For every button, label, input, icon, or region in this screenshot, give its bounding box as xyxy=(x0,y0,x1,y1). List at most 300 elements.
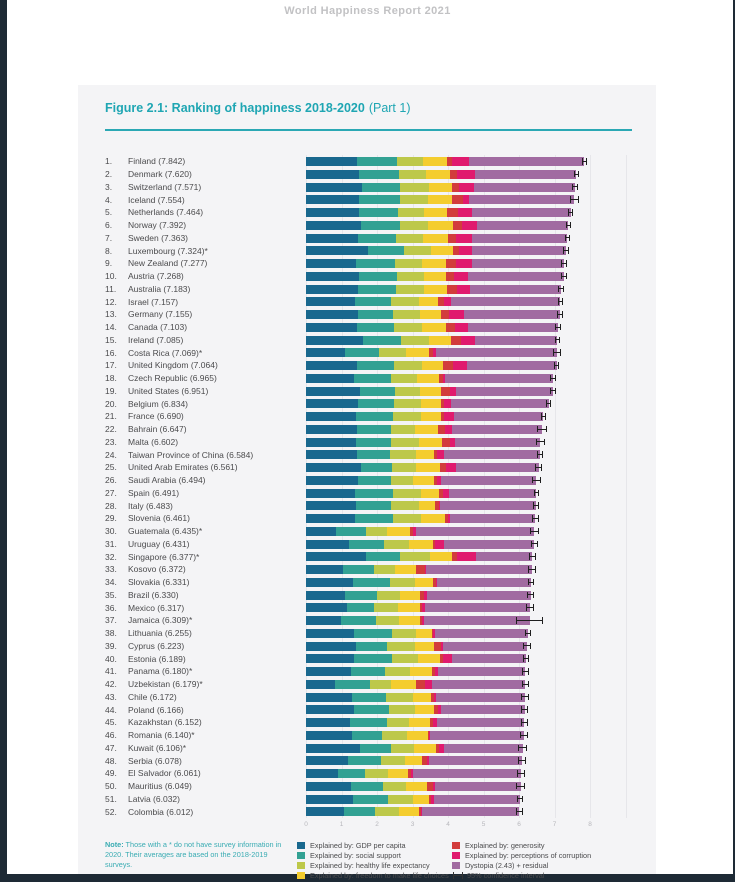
stacked-bar xyxy=(306,680,525,689)
bar-segment-health xyxy=(391,425,415,434)
bar-segment-corruption xyxy=(456,234,472,243)
bar-segment-social xyxy=(359,195,401,204)
chart-row xyxy=(105,780,632,793)
rank-label: 28. xyxy=(105,500,117,511)
country-label: Panama (6.180)* xyxy=(128,666,193,677)
ci-whisker xyxy=(565,235,571,242)
bar-segment-dystopia xyxy=(449,489,537,498)
ci-whisker xyxy=(517,796,523,803)
bar-segment-social xyxy=(357,157,396,166)
bar-segment-health xyxy=(393,412,421,421)
bar-segment-social xyxy=(355,297,391,306)
bar-segment-social xyxy=(350,718,387,727)
ci-whisker xyxy=(553,349,561,356)
footnote-label: Note: xyxy=(105,840,124,849)
bar-track xyxy=(306,691,632,704)
bar-segment-gdp xyxy=(306,170,359,179)
chart-row xyxy=(105,410,632,423)
bar-segment-dystopia xyxy=(444,744,523,753)
bar-segment-dystopia xyxy=(435,629,528,638)
bar-segment-gdp xyxy=(306,565,343,574)
ci-whisker xyxy=(546,400,552,407)
bar-segment-dystopia xyxy=(436,693,525,702)
bar-segment-corruption xyxy=(452,157,469,166)
rank-label: 39. xyxy=(105,640,117,651)
bar-segment-freedom xyxy=(413,476,434,485)
stacked-bar xyxy=(306,170,576,179)
bar-segment-social xyxy=(354,629,392,638)
bar-track xyxy=(306,155,632,168)
chart-row xyxy=(105,219,632,232)
bar-segment-freedom xyxy=(416,463,440,472)
chart-row xyxy=(105,678,632,691)
country-label: Estonia (6.189) xyxy=(128,653,186,664)
chart-row xyxy=(105,193,632,206)
bar-segment-gdp xyxy=(306,259,356,268)
chart-row xyxy=(105,512,632,525)
country-label: Mexico (6.317) xyxy=(128,602,185,613)
rank-label: 5. xyxy=(105,207,113,218)
legend-swatch-dystopia xyxy=(452,862,460,869)
chart-row xyxy=(105,627,632,640)
bar-segment-dystopia xyxy=(429,756,522,765)
chart-row xyxy=(105,474,632,487)
bar-segment-dystopia xyxy=(441,705,525,714)
stacked-bar xyxy=(306,336,557,345)
bar-segment-dystopia xyxy=(472,259,565,268)
bar-segment-dystopia xyxy=(456,387,553,396)
stacked-bar xyxy=(306,323,558,332)
bar-segment-dystopia xyxy=(470,285,561,294)
bar-track xyxy=(306,614,632,627)
bar-segment-gdp xyxy=(306,476,358,485)
bar-segment-freedom xyxy=(395,565,417,574)
bar-segment-freedom xyxy=(424,208,447,217)
country-label: Netherlands (7.464) xyxy=(128,207,204,218)
rank-label: 24. xyxy=(105,449,117,460)
bar-segment-gdp xyxy=(306,450,357,459)
bar-track xyxy=(306,767,632,780)
ci-whisker xyxy=(535,464,542,471)
chart-row xyxy=(105,244,632,257)
bar-segment-gdp xyxy=(306,387,360,396)
ci-whisker xyxy=(522,681,529,688)
bar-segment-gdp xyxy=(306,157,357,166)
bar-segment-health xyxy=(404,246,431,255)
bar-segment-dystopia xyxy=(441,476,536,485)
bar-segment-generosity xyxy=(442,438,450,447)
bar-segment-social xyxy=(356,438,392,447)
rank-label: 52. xyxy=(105,806,117,817)
country-label: Canada (7.103) xyxy=(128,322,188,333)
bar-segment-health xyxy=(387,642,415,651)
bar-segment-generosity xyxy=(441,387,450,396)
bar-segment-gdp xyxy=(306,731,352,740)
rank-label: 34. xyxy=(105,577,117,588)
bar-segment-social xyxy=(338,769,365,778)
chart-row xyxy=(105,372,632,385)
ci-whisker xyxy=(522,668,529,675)
chart-rows xyxy=(105,155,632,818)
ci-whisker xyxy=(582,158,586,165)
bar-track xyxy=(306,665,632,678)
chart-row xyxy=(105,563,632,576)
bar-segment-health xyxy=(391,297,419,306)
bar-segment-gdp xyxy=(306,705,354,714)
bar-segment-health xyxy=(398,208,425,217)
chart-row xyxy=(105,321,632,334)
bar-segment-social xyxy=(357,425,391,434)
rank-label: 26. xyxy=(105,475,117,486)
chart-row xyxy=(105,729,632,742)
bar-segment-dystopia xyxy=(455,438,540,447)
bar-segment-freedom xyxy=(428,195,453,204)
bar-segment-gdp xyxy=(306,795,353,804)
legend-swatch-corruption xyxy=(452,852,460,859)
chart-row xyxy=(105,423,632,436)
bar-segment-gdp xyxy=(306,208,359,217)
bar-segment-gdp xyxy=(306,297,355,306)
bar-track xyxy=(306,512,632,525)
rank-label: 13. xyxy=(105,309,117,320)
rank-label: 38. xyxy=(105,628,117,639)
title-divider xyxy=(105,129,632,131)
stacked-bar xyxy=(306,769,521,778)
bar-track xyxy=(306,703,632,716)
bar-segment-freedom xyxy=(398,603,420,612)
bar-segment-gdp xyxy=(306,374,354,383)
bar-segment-dystopia xyxy=(424,616,530,625)
chart-row xyxy=(105,155,632,168)
country-label: New Zealand (7.277) xyxy=(128,258,208,269)
rank-label: 7. xyxy=(105,232,113,243)
bar-segment-health xyxy=(374,565,395,574)
bar-track xyxy=(306,448,632,461)
chart-row xyxy=(105,308,632,321)
stacked-bar xyxy=(306,616,530,625)
bar-track xyxy=(306,525,632,538)
bar-segment-gdp xyxy=(306,616,341,625)
bar-track xyxy=(306,181,632,194)
rank-label: 27. xyxy=(105,487,117,498)
chart-row xyxy=(105,805,632,818)
legend-label: Dystopia (2.43) + residual xyxy=(465,860,549,870)
rank-label: 40. xyxy=(105,653,117,664)
bar-segment-health xyxy=(391,374,417,383)
bar-segment-dystopia xyxy=(476,552,532,561)
bar-segment-dystopia xyxy=(437,718,525,727)
chart-row xyxy=(105,168,632,181)
ci-whisker xyxy=(550,388,556,395)
bar-segment-dystopia xyxy=(475,336,557,345)
bar-segment-corruption xyxy=(457,285,470,294)
bar-segment-social xyxy=(359,170,398,179)
stacked-bar xyxy=(306,348,557,357)
bar-segment-dystopia xyxy=(472,234,567,243)
bar-segment-dystopia xyxy=(464,310,560,319)
bar-segment-dystopia xyxy=(475,170,577,179)
bar-segment-freedom xyxy=(406,782,427,791)
bar-segment-dystopia xyxy=(469,195,574,204)
rank-label: 42. xyxy=(105,679,117,690)
bar-track xyxy=(306,257,632,270)
legend-label: 95% confidence interval xyxy=(467,870,545,880)
ci-whisker xyxy=(521,694,529,701)
rank-label: 29. xyxy=(105,513,117,524)
bar-segment-health xyxy=(400,221,428,230)
bar-segment-gdp xyxy=(306,782,351,791)
bar-segment-freedom xyxy=(416,629,432,638)
chart-row xyxy=(105,652,632,665)
bar-segment-corruption xyxy=(425,680,432,689)
bar-segment-health xyxy=(365,769,388,778)
bar-segment-social xyxy=(349,540,384,549)
country-label: Switzerland (7.571) xyxy=(128,181,202,192)
rank-label: 8. xyxy=(105,245,113,256)
bar-segment-health xyxy=(377,591,400,600)
bar-segment-freedom xyxy=(415,425,439,434)
bar-track xyxy=(306,793,632,806)
bar-segment-dystopia xyxy=(413,769,521,778)
bar-segment-dystopia xyxy=(477,221,569,230)
footnote xyxy=(105,840,287,870)
tick-label: 8 xyxy=(588,821,592,828)
stacked-bar xyxy=(306,450,540,459)
bar-segment-health xyxy=(392,654,418,663)
bar-segment-freedom xyxy=(391,680,417,689)
country-label: Iceland (7.554) xyxy=(128,194,185,205)
bar-segment-freedom xyxy=(416,450,433,459)
stacked-bar xyxy=(306,527,534,536)
rank-label: 47. xyxy=(105,742,117,753)
rank-label: 3. xyxy=(105,181,113,192)
bar-segment-freedom xyxy=(415,642,434,651)
rank-label: 9. xyxy=(105,258,113,269)
bar-segment-health xyxy=(388,795,413,804)
ci-whisker xyxy=(574,171,579,178)
bar-segment-generosity xyxy=(446,323,455,332)
bar-segment-freedom xyxy=(421,412,441,421)
bar-segment-gdp xyxy=(306,399,358,408)
bar-segment-health xyxy=(395,387,420,396)
stacked-bar xyxy=(306,246,566,255)
bar-segment-health xyxy=(374,603,398,612)
bar-track xyxy=(306,206,632,219)
rank-label: 22. xyxy=(105,424,117,435)
stacked-bar xyxy=(306,693,525,702)
country-label: Belgium (6.834) xyxy=(128,398,189,409)
bar-segment-social xyxy=(360,387,395,396)
bar-segment-gdp xyxy=(306,310,358,319)
rank-label: 45. xyxy=(105,717,117,728)
bar-track xyxy=(306,576,632,589)
stacked-bar xyxy=(306,501,536,510)
rank-label: 16. xyxy=(105,347,117,358)
chart-row xyxy=(105,232,632,245)
stacked-bar xyxy=(306,782,521,791)
bar-segment-dystopia xyxy=(444,450,540,459)
country-label: Jamaica (6.309)* xyxy=(128,615,193,626)
bar-segment-health xyxy=(382,731,407,740)
ci-whisker xyxy=(570,196,579,203)
bar-segment-gdp xyxy=(306,654,354,663)
legend-item xyxy=(297,850,449,860)
bar-segment-generosity xyxy=(451,336,460,345)
bar-segment-dystopia xyxy=(430,731,524,740)
stacked-bar xyxy=(306,489,536,498)
bar-track xyxy=(306,589,632,602)
tick-label: 7 xyxy=(552,821,557,828)
stacked-bar xyxy=(306,795,520,804)
legend-label: Explained by: freedom to make life choices xyxy=(310,870,449,880)
bar-segment-social xyxy=(355,514,393,523)
ci-whisker xyxy=(555,324,561,331)
ci-whisker xyxy=(568,209,573,216)
rank-label: 18. xyxy=(105,373,117,384)
bar-segment-social xyxy=(354,654,392,663)
bar-segment-generosity xyxy=(441,310,449,319)
bar-segment-social xyxy=(354,705,389,714)
ci-whisker xyxy=(528,579,534,586)
bar-segment-freedom xyxy=(429,183,452,192)
bar-segment-generosity xyxy=(452,183,459,192)
chart-row xyxy=(105,461,632,474)
chart-row xyxy=(105,703,632,716)
country-label: United Kingdom (7.064) xyxy=(128,360,218,371)
stacked-bar xyxy=(306,578,531,587)
ci-whisker xyxy=(554,362,559,369)
bar-segment-health xyxy=(400,552,430,561)
stacked-bar xyxy=(306,387,553,396)
country-label: Denmark (7.620) xyxy=(128,169,192,180)
bar-track xyxy=(306,780,632,793)
rank-label: 35. xyxy=(105,589,117,600)
bar-segment-corruption xyxy=(459,183,474,192)
ci-whisker xyxy=(557,311,563,318)
legend-swatch-generosity xyxy=(452,842,460,849)
ci-whisker xyxy=(516,808,523,815)
bar-segment-health xyxy=(381,756,405,765)
rank-label: 17. xyxy=(105,360,117,371)
country-label: Italy (6.483) xyxy=(128,500,173,511)
bar-segment-dystopia xyxy=(437,578,531,587)
bar-segment-freedom xyxy=(431,246,454,255)
bar-track xyxy=(306,295,632,308)
bar-segment-gdp xyxy=(306,489,355,498)
bar-segment-gdp xyxy=(306,514,355,523)
ci-whisker xyxy=(541,413,546,420)
bar-segment-health xyxy=(394,323,422,332)
ci-whisker xyxy=(561,260,567,267)
bar-segment-generosity xyxy=(416,680,424,689)
country-label: France (6.690) xyxy=(128,411,184,422)
bar-segment-gdp xyxy=(306,361,357,370)
bar-track xyxy=(306,359,632,372)
bar-segment-health xyxy=(399,170,426,179)
bar-segment-corruption xyxy=(457,170,474,179)
country-label: Kazakhstan (6.152) xyxy=(128,717,202,728)
legend-swatch-freedom xyxy=(297,872,305,879)
bar-segment-freedom xyxy=(419,297,438,306)
bar-segment-social xyxy=(353,578,390,587)
bar-segment-health xyxy=(392,463,416,472)
figure-title xyxy=(105,101,411,115)
country-label: Colombia (6.012) xyxy=(128,806,194,817)
ci-whisker xyxy=(572,184,578,191)
bar-segment-dystopia xyxy=(432,680,526,689)
bar-segment-corruption xyxy=(450,387,457,396)
chart-row xyxy=(105,793,632,806)
bar-segment-gdp xyxy=(306,807,344,816)
country-label: Slovakia (6.331) xyxy=(128,577,190,588)
bar-segment-social xyxy=(356,259,395,268)
country-label: Finland (7.842) xyxy=(128,156,186,167)
rank-label: 15. xyxy=(105,334,117,345)
bar-segment-social xyxy=(351,667,385,676)
bar-segment-generosity xyxy=(452,195,462,204)
bar-segment-health xyxy=(397,157,423,166)
page-edge-left xyxy=(0,0,7,882)
bar-segment-corruption xyxy=(444,412,454,421)
stacked-bar xyxy=(306,807,519,816)
legend-item xyxy=(297,840,449,850)
bar-segment-freedom xyxy=(419,501,435,510)
bar-segment-gdp xyxy=(306,221,361,230)
bar-segment-social xyxy=(359,208,397,217)
bar-segment-social xyxy=(358,285,396,294)
bar-track xyxy=(306,397,632,410)
chart-row xyxy=(105,550,632,563)
bar-segment-freedom xyxy=(421,399,441,408)
bar-segment-social xyxy=(357,323,394,332)
bar-segment-gdp xyxy=(306,438,356,447)
country-label: United States (6.951) xyxy=(128,385,209,396)
bar-segment-social xyxy=(362,183,400,192)
bar-segment-corruption xyxy=(444,399,452,408)
chart-row xyxy=(105,359,632,372)
country-label: United Arab Emirates (6.561) xyxy=(128,462,238,473)
country-label: Norway (7.392) xyxy=(128,220,187,231)
bar-segment-freedom xyxy=(388,769,408,778)
ci-whisker xyxy=(555,337,561,344)
bar-segment-health xyxy=(390,578,416,587)
bar-segment-gdp xyxy=(306,540,349,549)
bar-segment-health xyxy=(376,616,399,625)
bar-segment-health xyxy=(393,514,420,523)
chart-row xyxy=(105,436,632,449)
stacked-bar xyxy=(306,399,549,408)
bar-segment-corruption xyxy=(445,425,452,434)
stacked-bar xyxy=(306,642,527,651)
legend-label: Explained by: perceptions of corruption xyxy=(465,850,592,860)
bar-segment-dystopia xyxy=(416,527,534,536)
bar-segment-freedom xyxy=(419,438,442,447)
bar-segment-dystopia xyxy=(444,540,534,549)
bar-segment-social xyxy=(348,756,381,765)
bar-segment-gdp xyxy=(306,527,336,536)
country-label: Ireland (7.085) xyxy=(128,334,184,345)
bar-segment-dystopia xyxy=(468,272,564,281)
bar-segment-generosity xyxy=(446,272,454,281)
rank-label: 12. xyxy=(105,296,117,307)
stacked-bar xyxy=(306,374,553,383)
bar-segment-social xyxy=(361,221,400,230)
stacked-bar xyxy=(306,297,560,306)
rank-label: 48. xyxy=(105,755,117,766)
figure-title-part: (Part 1) xyxy=(368,101,411,115)
bar-segment-freedom xyxy=(418,654,440,663)
bar-segment-health xyxy=(391,438,418,447)
